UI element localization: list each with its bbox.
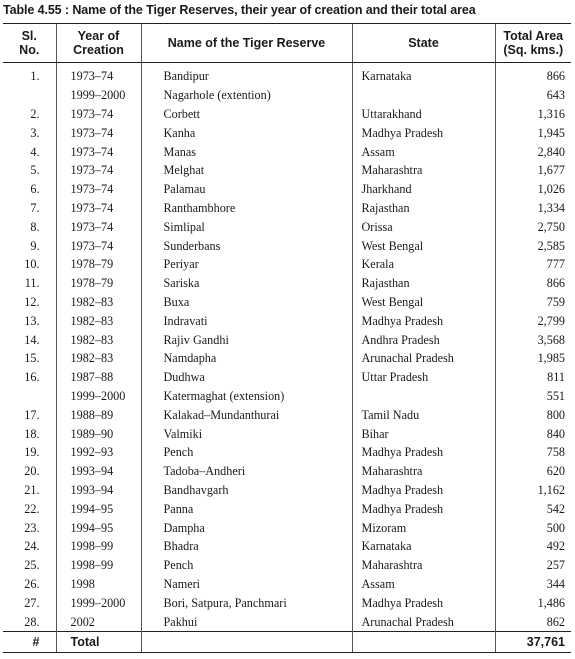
cell-sl-no: 1. <box>30 69 40 84</box>
cell-reserve-name: Manas <box>141 142 352 161</box>
cell-state: Karnataka <box>352 63 495 86</box>
cell-area: 1,316 <box>495 105 571 124</box>
cell-reserve-name: Kalakad–Mundanthurai <box>141 405 352 424</box>
cell-year: 1982–83 <box>56 330 141 349</box>
cell-reserve-name: Katermaghat (extension) <box>141 387 352 406</box>
cell-sl-no: 28. <box>24 614 40 629</box>
table-row <box>3 462 571 481</box>
table-row <box>3 537 571 556</box>
cell-area: 840 <box>495 424 571 443</box>
cell-sl-no: 14. <box>24 332 40 347</box>
cell-state: Maharashtra <box>352 161 495 180</box>
cell-state: Maharashtra <box>352 556 495 575</box>
cell-sl-no: 3. <box>30 125 40 140</box>
cell-year: 1973–74 <box>56 217 141 236</box>
cell-reserve-name: Indravati <box>141 311 352 330</box>
cell-year: 1982–83 <box>56 349 141 368</box>
cell-sl-no: 23. <box>24 520 40 535</box>
cell-sl-no: 12. <box>24 294 40 309</box>
cell-reserve-name: Bandipur <box>141 63 352 86</box>
header-year <box>56 24 141 63</box>
cell-area: 643 <box>495 86 571 105</box>
cell-state: Assam <box>352 142 495 161</box>
cell-area: 551 <box>495 387 571 406</box>
cell-reserve-name: Pench <box>141 556 352 575</box>
table-row <box>3 349 571 368</box>
cell-area: 811 <box>495 368 571 387</box>
cell-state: Madhya Pradesh <box>352 311 495 330</box>
cell-year: 1982–83 <box>56 293 141 312</box>
table-row <box>3 330 571 349</box>
cell-year: 1973–74 <box>56 105 141 124</box>
cell-year: 1973–74 <box>56 142 141 161</box>
table-row <box>3 199 571 218</box>
table-row <box>3 481 571 500</box>
cell-year: 1998–99 <box>56 556 141 575</box>
table-row <box>3 161 571 180</box>
cell-sl-no: 13. <box>24 313 40 328</box>
table-row <box>3 255 571 274</box>
cell-state: West Bengal <box>352 293 495 312</box>
table-body <box>3 63 571 632</box>
cell-state: Madhya Pradesh <box>352 499 495 518</box>
header-total-area <box>495 24 571 63</box>
header-reserve-name: Name of the Tiger Reserve <box>141 24 352 63</box>
cell-reserve-name: Pakhui <box>141 612 352 631</box>
cell-area: 620 <box>495 462 571 481</box>
cell-area: 866 <box>495 274 571 293</box>
cell-area: 2,585 <box>495 236 571 255</box>
cell-reserve-name: Corbett <box>141 105 352 124</box>
table-row <box>3 368 571 387</box>
table-row <box>3 387 571 406</box>
cell-year: 1992–93 <box>56 443 141 462</box>
cell-state: Karnataka <box>352 537 495 556</box>
cell-sl-no: 11. <box>24 276 40 291</box>
cell-year: 1993–94 <box>56 462 141 481</box>
table-row <box>3 612 571 631</box>
cell-sl-no: 2. <box>30 106 40 121</box>
cell-area: 800 <box>495 405 571 424</box>
cell-year: 2002 <box>56 612 141 631</box>
cell-area: 542 <box>495 499 571 518</box>
cell-area: 2,799 <box>495 311 571 330</box>
cell-sl-no: 26. <box>24 576 40 591</box>
cell-state: Mizoram <box>352 518 495 537</box>
cell-sl-no: 6. <box>30 182 40 197</box>
footer-total-label: Total <box>56 631 141 652</box>
cell-year: 1999–2000 <box>56 593 141 612</box>
cell-year: 1973–74 <box>56 123 141 142</box>
tiger-reserves-table <box>3 23 571 653</box>
cell-year: 1973–74 <box>56 63 141 86</box>
cell-reserve-name: Dudhwa <box>141 368 352 387</box>
cell-reserve-name: Namdapha <box>141 349 352 368</box>
cell-reserve-name: Sariska <box>141 274 352 293</box>
table-header <box>3 24 571 63</box>
header-state: State <box>352 24 495 63</box>
table-row <box>3 556 571 575</box>
table-row <box>3 236 571 255</box>
footer-total-area: 37,761 <box>495 631 571 652</box>
cell-year: 1999–2000 <box>56 86 141 105</box>
cell-reserve-name: Tadoba–Andheri <box>141 462 352 481</box>
cell-area: 1,334 <box>495 199 571 218</box>
cell-sl-no <box>3 86 56 105</box>
header-area-line1: Total Area <box>503 29 564 43</box>
cell-year: 1989–90 <box>56 424 141 443</box>
cell-state: Uttar Pradesh <box>352 368 495 387</box>
cell-sl-no: 24. <box>24 539 40 554</box>
cell-state: Madhya Pradesh <box>352 481 495 500</box>
table-row <box>3 123 571 142</box>
table-row <box>3 575 571 594</box>
cell-area: 777 <box>495 255 571 274</box>
cell-reserve-name: Bori, Satpura, Panchmari <box>141 593 352 612</box>
cell-state: Andhra Pradesh <box>352 330 495 349</box>
cell-area: 1,985 <box>495 349 571 368</box>
cell-year: 1998–99 <box>56 537 141 556</box>
cell-year: 1973–74 <box>56 180 141 199</box>
cell-year: 1994–95 <box>56 499 141 518</box>
cell-sl-no: 21. <box>24 482 40 497</box>
cell-state: Maharashtra <box>352 462 495 481</box>
cell-reserve-name: Valmiki <box>141 424 352 443</box>
cell-sl-no: 7. <box>30 200 40 215</box>
cell-sl-no: 17. <box>24 407 40 422</box>
cell-sl-no: 5. <box>30 163 40 178</box>
cell-state <box>352 86 495 105</box>
cell-year: 1988–89 <box>56 405 141 424</box>
cell-state: Madhya Pradesh <box>352 593 495 612</box>
cell-area: 1,486 <box>495 593 571 612</box>
cell-area: 2,750 <box>495 217 571 236</box>
cell-sl-no: 10. <box>24 257 40 272</box>
cell-state: Arunachal Pradesh <box>352 612 495 631</box>
cell-reserve-name: Ranthambhore <box>141 199 352 218</box>
table-row <box>3 293 571 312</box>
cell-state: Arunachal Pradesh <box>352 349 495 368</box>
table-row <box>3 593 571 612</box>
cell-state: Assam <box>352 575 495 594</box>
cell-sl-no <box>3 387 56 406</box>
cell-year: 1987–88 <box>56 368 141 387</box>
cell-reserve-name: Nameri <box>141 575 352 594</box>
cell-area: 1,026 <box>495 180 571 199</box>
table-row <box>3 217 571 236</box>
cell-area: 759 <box>495 293 571 312</box>
cell-sl-no: 15. <box>24 351 40 366</box>
table-row <box>3 405 571 424</box>
cell-year: 1998 <box>56 575 141 594</box>
table-row <box>3 274 571 293</box>
table-row <box>3 443 571 462</box>
cell-area: 1,945 <box>495 123 571 142</box>
footer-symbol: # <box>3 631 56 652</box>
cell-reserve-name: Periyar <box>141 255 352 274</box>
cell-reserve-name: Nagarhole (extention) <box>141 86 352 105</box>
footer-empty-state <box>352 631 495 652</box>
cell-state: Rajasthan <box>352 199 495 218</box>
cell-area: 344 <box>495 575 571 594</box>
cell-area: 492 <box>495 537 571 556</box>
cell-state <box>352 387 495 406</box>
cell-reserve-name: Panna <box>141 499 352 518</box>
cell-year: 1999–2000 <box>56 387 141 406</box>
cell-reserve-name: Rajiv Gandhi <box>141 330 352 349</box>
cell-year: 1973–74 <box>56 236 141 255</box>
cell-reserve-name: Palamau <box>141 180 352 199</box>
cell-reserve-name: Dampha <box>141 518 352 537</box>
cell-state: Bihar <box>352 424 495 443</box>
cell-reserve-name: Simlipal <box>141 217 352 236</box>
cell-sl-no: 27. <box>24 595 40 610</box>
cell-area: 1,162 <box>495 481 571 500</box>
cell-reserve-name: Buxa <box>141 293 352 312</box>
cell-state: West Bengal <box>352 236 495 255</box>
header-sl-line2: No. <box>19 43 40 57</box>
table-row <box>3 499 571 518</box>
table-row <box>3 63 571 86</box>
cell-sl-no: 18. <box>24 426 40 441</box>
cell-sl-no: 16. <box>24 370 40 385</box>
cell-area: 758 <box>495 443 571 462</box>
cell-area: 3,568 <box>495 330 571 349</box>
cell-area: 257 <box>495 556 571 575</box>
cell-reserve-name: Bhadra <box>141 537 352 556</box>
cell-reserve-name: Sunderbans <box>141 236 352 255</box>
cell-year: 1994–95 <box>56 518 141 537</box>
total-row <box>3 631 571 652</box>
cell-area: 1,677 <box>495 161 571 180</box>
cell-reserve-name: Pench <box>141 443 352 462</box>
cell-year: 1978–79 <box>56 274 141 293</box>
header-year-line1: Year of <box>77 29 120 43</box>
header-area-line2: (Sq. kms.) <box>503 43 564 57</box>
cell-reserve-name: Bandhavgarh <box>141 481 352 500</box>
cell-year: 1993–94 <box>56 481 141 500</box>
cell-sl-no: 20. <box>24 464 40 479</box>
cell-sl-no: 8. <box>30 219 40 234</box>
cell-state: Tamil Nadu <box>352 405 495 424</box>
cell-state: Madhya Pradesh <box>352 123 495 142</box>
cell-state: Madhya Pradesh <box>352 443 495 462</box>
cell-year: 1973–74 <box>56 199 141 218</box>
cell-state: Rajasthan <box>352 274 495 293</box>
footer-empty-name <box>141 631 352 652</box>
cell-area: 2,840 <box>495 142 571 161</box>
cell-reserve-name: Melghat <box>141 161 352 180</box>
table-row <box>3 311 571 330</box>
cell-sl-no: 4. <box>30 144 40 159</box>
cell-sl-no: 22. <box>24 501 40 516</box>
table-footer <box>3 631 571 652</box>
cell-area: 862 <box>495 612 571 631</box>
cell-area: 866 <box>495 63 571 86</box>
table-row <box>3 424 571 443</box>
cell-state: Uttarakhand <box>352 105 495 124</box>
cell-year: 1973–74 <box>56 161 141 180</box>
table-row <box>3 86 571 105</box>
cell-sl-no: 19. <box>24 445 40 460</box>
cell-sl-no: 25. <box>24 558 40 573</box>
header-sl-line1: Sl. <box>21 29 37 43</box>
cell-area: 500 <box>495 518 571 537</box>
table-row <box>3 518 571 537</box>
header-sl-no <box>3 24 56 63</box>
cell-state: Jharkhand <box>352 180 495 199</box>
cell-sl-no: 9. <box>30 238 40 253</box>
header-year-line2: Creation <box>73 43 124 57</box>
cell-state: Kerala <box>352 255 495 274</box>
table-row <box>3 142 571 161</box>
table-row <box>3 105 571 124</box>
cell-year: 1982–83 <box>56 311 141 330</box>
cell-reserve-name: Kanha <box>141 123 352 142</box>
cell-year: 1978–79 <box>56 255 141 274</box>
cell-state: Orissa <box>352 217 495 236</box>
table-row <box>3 180 571 199</box>
table-caption: Table 4.55 : Name of the Tiger Reserves, their year of creation and their total area <box>3 3 476 17</box>
